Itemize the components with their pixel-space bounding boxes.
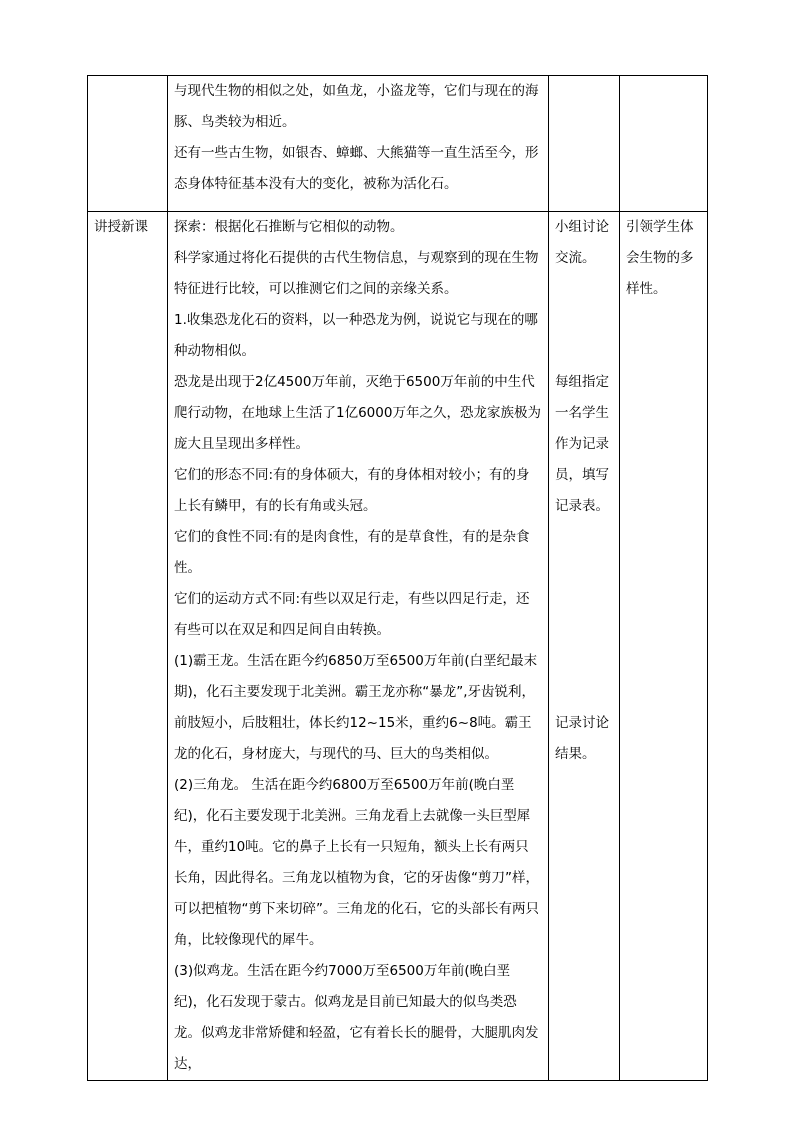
content-paragraph: 它们的食性不同:有的是肉食性，有的是草食性，有的是杂食性。 xyxy=(174,529,530,576)
content-cell xyxy=(168,212,549,1081)
content-paragraph: (3)似鸡龙。生活在距今约7000万至6500万年前(晚白垩纪)，化石发现于蒙古。似鸡龙是目前已知最大的似鸟类恐龙。似鸡龙非常矫健和轻盈，它有着长长的腿骨，大腿肌肉发达， xyxy=(174,963,539,1072)
content-paragraph: 它们的运动方式不同:有些以双足行走，有些以四足行走，还有些可以在双足和四足间自由转换。 xyxy=(174,591,530,638)
lesson-plan-table xyxy=(87,75,708,1081)
content-paragraph: 探索：根据化石推断与它相似的动物。 xyxy=(174,219,404,235)
student-activity-cell xyxy=(549,212,620,1081)
stage-label: 讲授新课 xyxy=(94,219,148,235)
content-paragraph: 与现代生物的相似之处，如鱼龙，小盗龙等，它们与现在的海豚、鸟类较为相近。 xyxy=(174,83,539,130)
content-cell xyxy=(168,76,549,212)
intent-cell-empty xyxy=(620,76,708,212)
content-paragraph: 它们的形态不同:有的身体硕大，有的身体相对较小；有的身上长有鳞甲，有的长有角或头冠。 xyxy=(174,467,530,514)
content-paragraph: 科学家通过将化石提供的古代生物信息，与观察到的现在生物特征进行比较，可以推测它们之间的亲缘关系。 xyxy=(174,250,539,297)
content-paragraph: (2)三角龙。 生活在距今约6800万至6500万年前(晚白垩纪)，化石主要发现于北美洲。三角龙看上去就像一头巨型犀牛，重约10吨。它的鼻子上长有一只短角，额头上长有两只长角，因此得名。三角龙以植物为食，它的牙齿像“剪刀”样，可以把植物“剪下来切碎”。三角龙的化石，它的头部长有两只角，比较像现代的犀牛。 xyxy=(174,777,539,948)
design-intent-cell xyxy=(620,212,708,1081)
activity-cell-empty xyxy=(549,76,620,212)
stage-cell-empty xyxy=(88,76,168,212)
table-row-main xyxy=(88,212,708,1081)
activity-discussion: 小组讨论交流。 xyxy=(555,219,609,266)
content-paragraph: 1.收集恐龙化石的资料，以一种恐龙为例，说说它与现在的哪种动物相似。 xyxy=(174,312,538,359)
design-intent-text: 引领学生体会生物的多样性。 xyxy=(626,219,694,297)
content-paragraph: 恐龙是出现于2亿4500万年前，灭绝于6500万年前的中生代爬行动物，在地球上生活了1亿6000万年之久，恐龙家族极为庞大且呈现出多样性。 xyxy=(174,374,541,452)
stage-cell xyxy=(88,212,168,1081)
table-row-continued xyxy=(88,76,708,212)
content-paragraph: (1)霸王龙。生活在距今约6850万至6500万年前(白垩纪最末期)，化石主要发现于北美洲。霸王龙亦称“暴龙”,牙齿锐利，前肢短小，后肢粗壮，体长约12~15米，重约6~8吨。霸王龙的化石，身材庞大，与现代的马、巨大的鸟类相似。 xyxy=(174,653,538,762)
activity-recorder: 每组指定一名学生作为记录员，填写记录表。 xyxy=(555,374,609,514)
activity-record-results: 记录讨论结果。 xyxy=(555,715,609,762)
content-paragraph: 还有一些古生物，如银杏、蟑螂、大熊猫等一直生活至今，形态身体特征基本没有大的变化，被称为活化石。 xyxy=(174,145,539,192)
